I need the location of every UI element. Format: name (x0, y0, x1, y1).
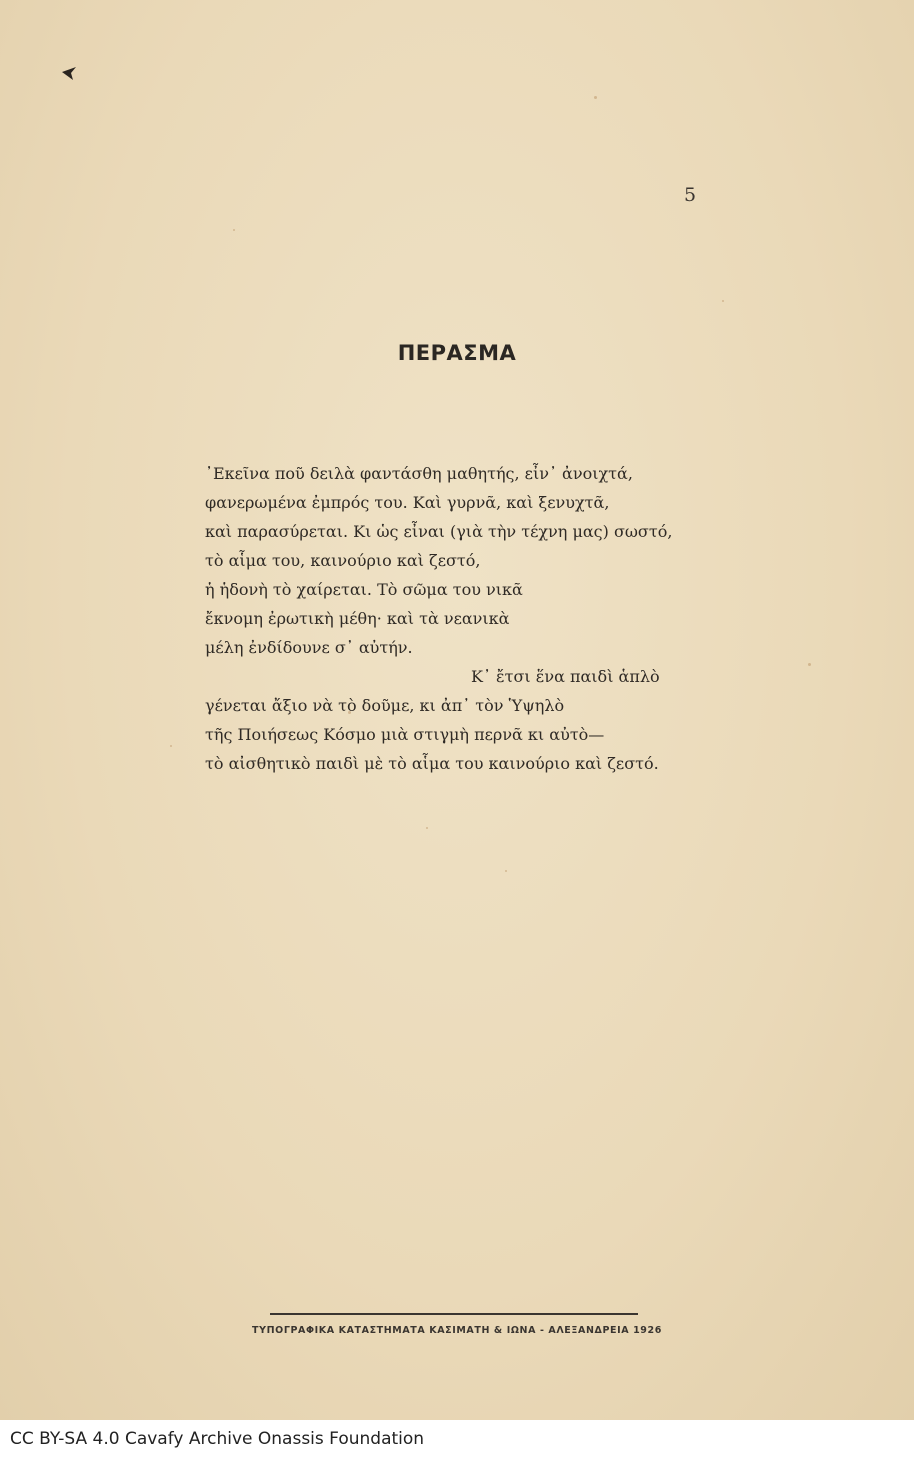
paper-speck (505, 870, 507, 872)
poem-line: ᾿Εκεῖνα ποῦ δειλὰ φαντάσθη μαθητής, εἶν᾿ ἀνοιχτά, (205, 464, 633, 483)
license-credit: CC BY-SA 4.0 Cavafy Archive Onassis Foundation (10, 1429, 425, 1449)
poem-line: καὶ παρασύρεται. Κι ὡς εἶναι (γιὰ τὴν τέχνη μας) σωστό, (205, 522, 673, 541)
poem-line: φανερωμένα ἐμπρός του. Καὶ γυρνᾶ, καὶ ξενυχτᾶ, (205, 493, 610, 512)
paper-speck (170, 745, 172, 747)
poem-line: τῆς Ποιήσεως Κόσμο μιὰ στιγμὴ περνᾶ κι αὐτὸ— (205, 725, 605, 744)
poem-line: ἔκνομη ἐρωτικὴ μέθη· καὶ τὰ νεανικὰ (205, 609, 510, 628)
poem-body (205, 459, 765, 778)
paper-speck (722, 300, 724, 302)
page-number: 5 (684, 184, 697, 206)
poem-line: τὸ αἰσθητικὸ παιδὶ μὲ τὸ αἷμα του καινούριο καὶ ζεστό. (205, 754, 659, 773)
printer-imprint: ΤΥΠΟΓΡΑΦΙΚΑ ΚΑΤΑΣΤΗΜΑΤΑ ΚΑΣΙΜΑΤΗ & ΙΩΝΑ - ΑΛΕΞΑΝΔΡΕΙΑ 1926 (252, 1325, 662, 1336)
poem-line: τὸ αἷμα του, καινούριο καὶ ζεστό, (205, 551, 481, 570)
ink-mark-icon (58, 60, 82, 84)
poem-line: μέλη ἐνδίδουνε σ᾿ αὐτήν. (205, 638, 413, 657)
paper-speck (233, 229, 235, 231)
paper-speck (594, 96, 597, 99)
poem-line: ἡ ἡδονὴ τὸ χαίρεται. Τὸ σῶμα του νικᾶ (205, 580, 523, 599)
footer-rule (270, 1313, 638, 1315)
poem-line: γένεται ἄξιο νὰ τὸ δοῦμε, κι ἀπ᾿ τὸν Ὑψηλὸ (205, 696, 565, 715)
poem-title: ΠΕΡΑΣΜΑ (397, 341, 517, 365)
paper-speck (426, 827, 428, 829)
poem-line-indented: Κ᾿ ἔτσι ἕνα παιδὶ ἁπλὸ (471, 667, 660, 686)
paper-speck (808, 663, 811, 666)
